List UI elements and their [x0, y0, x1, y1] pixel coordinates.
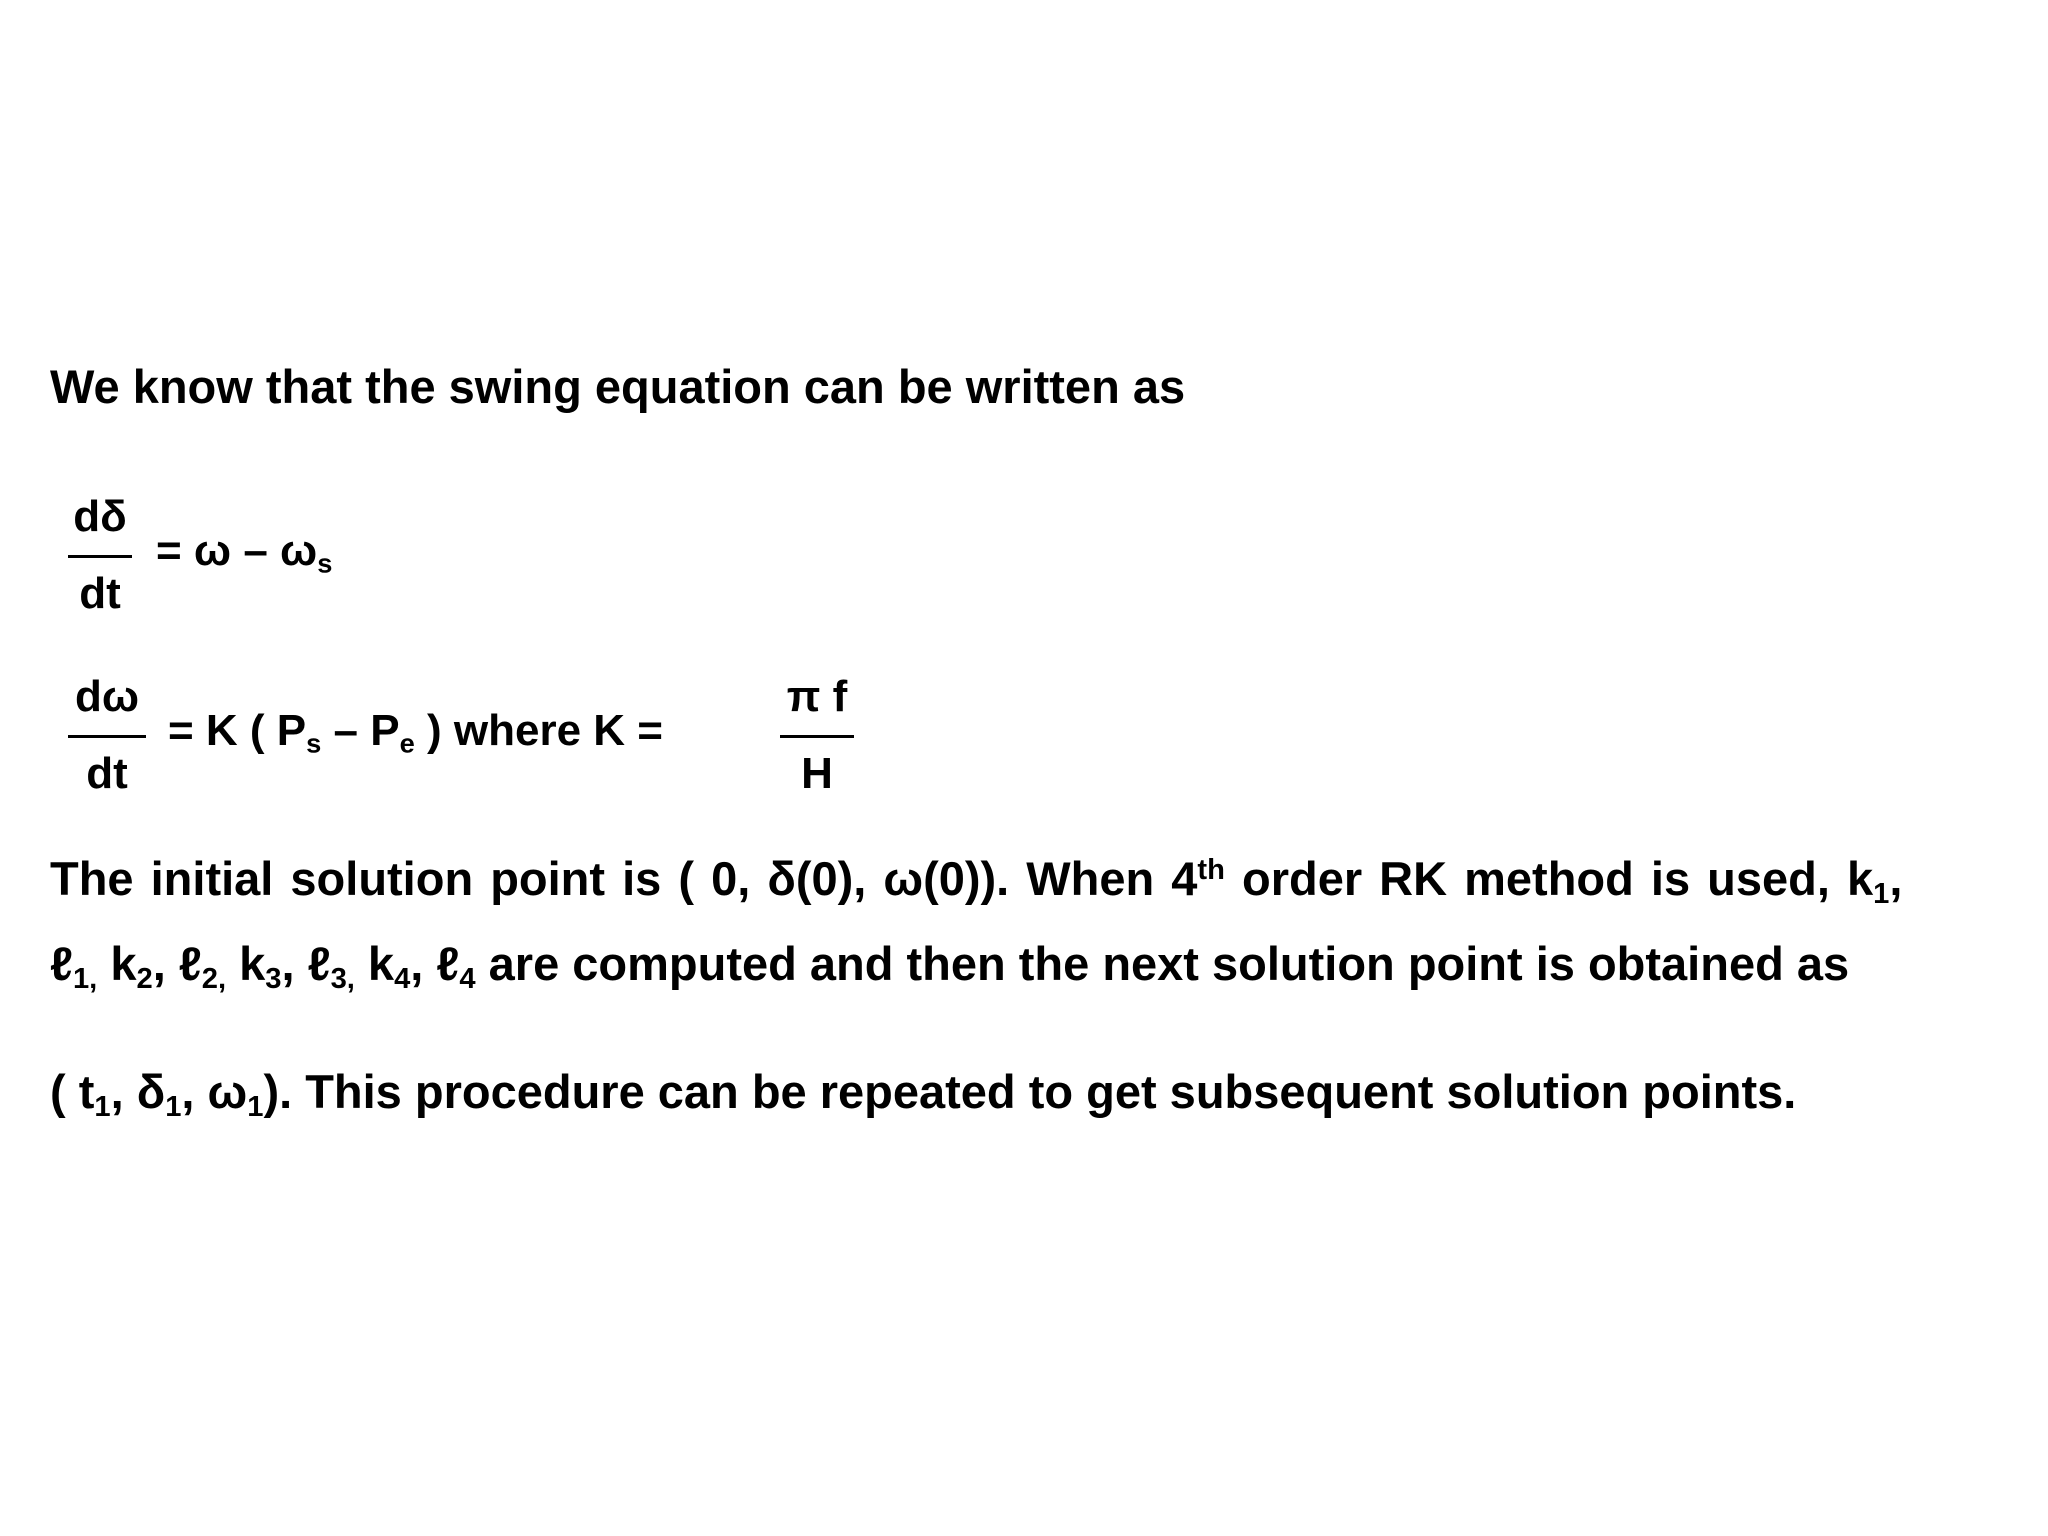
paragraph-text: , ω — [181, 1065, 248, 1118]
paragraph-text: , — [1889, 852, 1903, 905]
rhs-text: – P — [321, 706, 400, 755]
subscript: s — [306, 727, 322, 759]
subscript: 4 — [459, 963, 476, 996]
paragraph-line-2 — [50, 937, 1850, 996]
fraction-denominator: dt — [86, 749, 128, 798]
rhs-text: = K ( P — [168, 706, 307, 755]
fraction-bar — [780, 735, 854, 738]
rhs-text: = ω – ω — [156, 526, 318, 575]
paragraph-text: k — [226, 937, 266, 990]
fraction-bar — [68, 555, 132, 558]
subscript: 1 — [94, 1091, 111, 1124]
paragraph-line-3 — [50, 1065, 1797, 1124]
paragraph-text: , ℓ — [410, 937, 460, 990]
paragraph-text: , δ — [110, 1065, 166, 1118]
subscript: 1, — [72, 963, 98, 996]
paragraph-text: ℓ — [50, 937, 73, 990]
subscript: s — [317, 547, 333, 579]
rhs-text: ) where K = — [414, 706, 663, 755]
subscript: 3 — [265, 963, 282, 996]
paragraph-line-1 — [50, 852, 1903, 911]
paragraph-text: ). This procedure can be repeated to get subsequent solution points. — [263, 1065, 1797, 1118]
fraction-numerator: dω — [74, 672, 140, 721]
intro-text: We know that the swing equation can be written as — [50, 360, 1186, 413]
subscript: 2 — [136, 963, 153, 996]
subscript: e — [399, 727, 415, 759]
fraction-numerator: dδ — [73, 492, 127, 541]
paragraph-text: , ℓ — [152, 937, 202, 990]
subscript: 1 — [1873, 878, 1890, 911]
paragraph-text: ( t — [50, 1065, 95, 1118]
superscript: th — [1197, 853, 1225, 886]
fraction-k — [780, 672, 854, 798]
fraction-denominator: dt — [79, 569, 121, 618]
subscript: 3, — [330, 963, 355, 996]
paragraph-text: The initial solution point is ( 0, δ(0), ω(0)). When 4 — [50, 852, 1198, 905]
fraction-d-delta-dt — [68, 492, 132, 618]
fraction-d-omega-dt — [68, 672, 146, 798]
equation-rhs — [168, 706, 663, 759]
paragraph-text: order RK method is used, k — [1224, 852, 1874, 905]
fraction-numerator: π f — [786, 672, 848, 721]
fraction-denominator: H — [801, 749, 833, 798]
paragraph-text: k — [354, 937, 395, 990]
paragraph-text: are computed and then the next solution point is obtained as — [475, 937, 1850, 990]
subscript: 2, — [201, 963, 227, 996]
fraction-bar — [68, 735, 146, 738]
subscript: 1 — [247, 1091, 264, 1124]
paragraph-text: , ℓ — [281, 937, 331, 990]
subscript: 1 — [165, 1091, 182, 1124]
subscript: 4 — [394, 963, 411, 996]
paragraph-text: k — [97, 937, 137, 990]
equation-rhs — [156, 526, 333, 579]
